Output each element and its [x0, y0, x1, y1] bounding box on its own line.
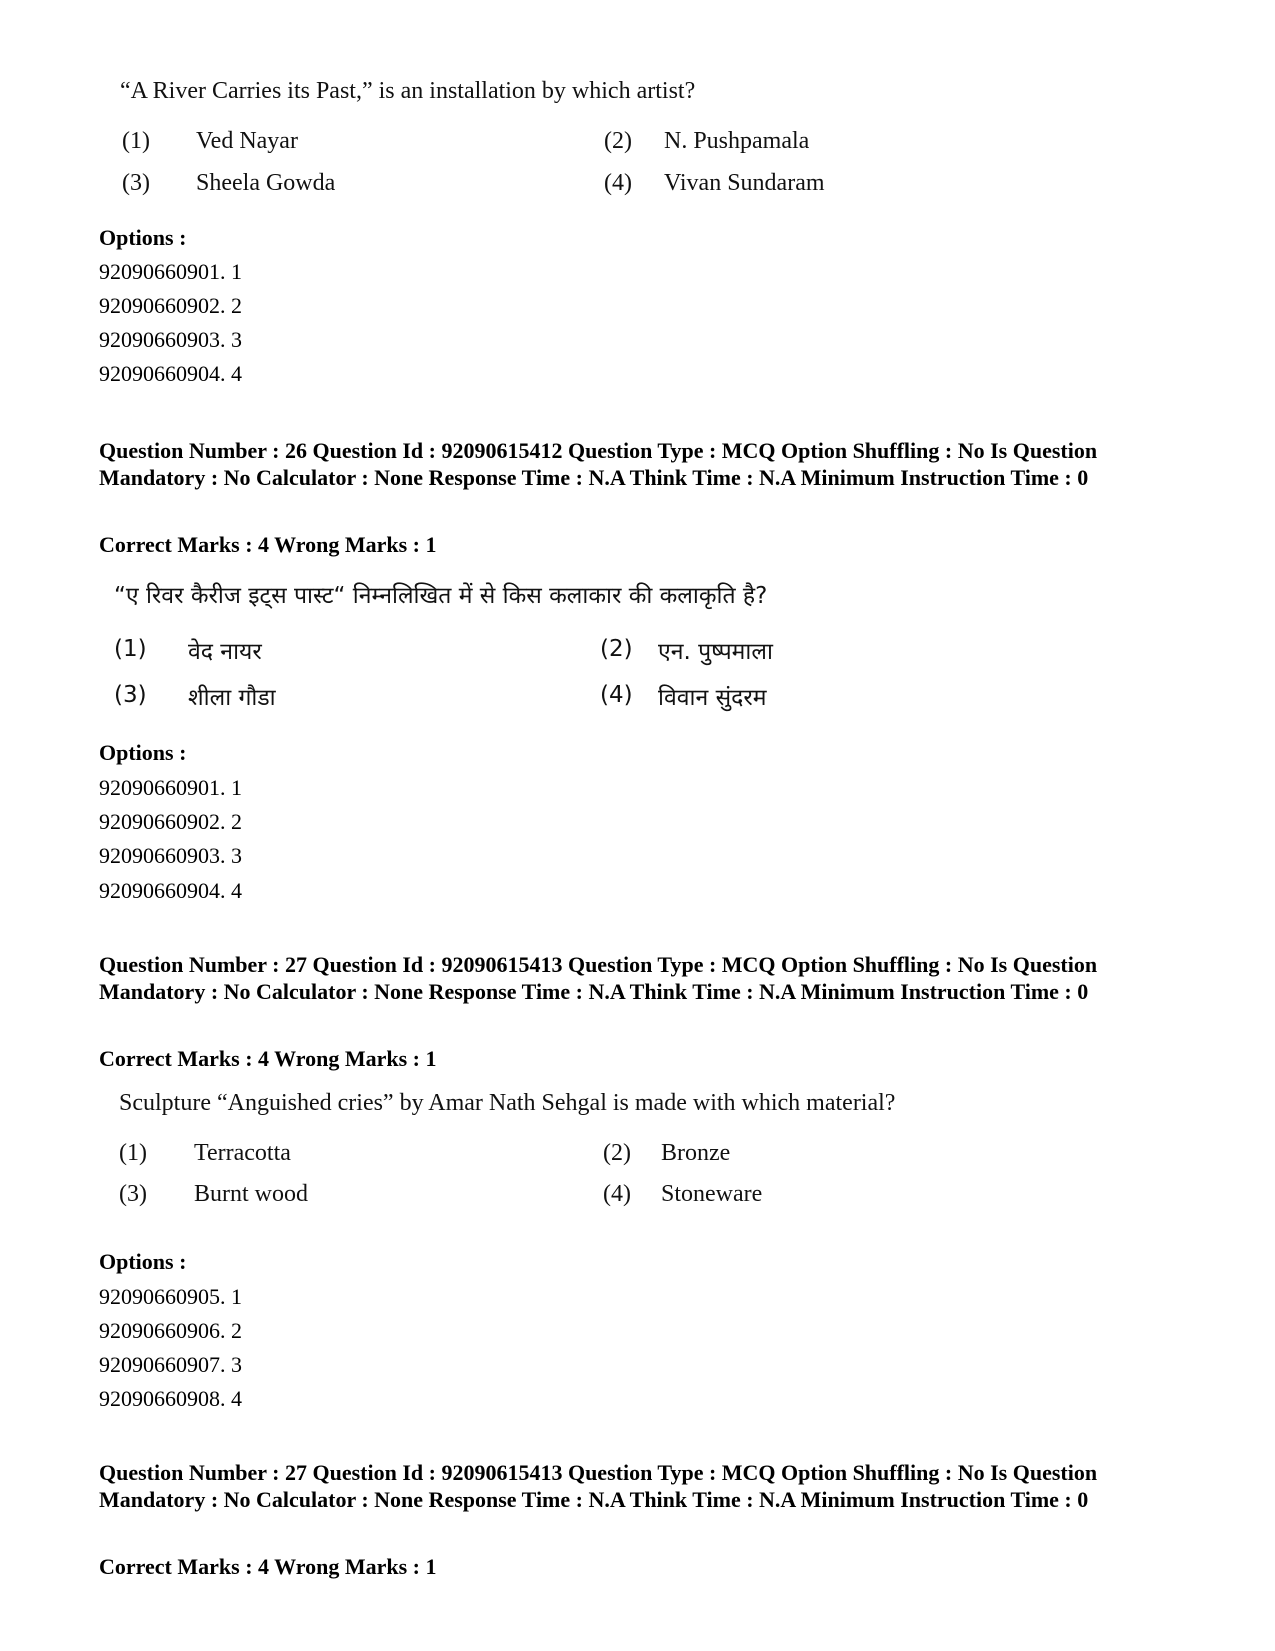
choice-number: (4)	[600, 682, 633, 708]
question-meta: Question Number : 27 Question Id : 92090615413 Question Type : MCQ Option Shuffling : No Is Question Mandatory : No Calculator : None Response Time : N.A Think Time : N.A Minimum Instruction Time : 0	[99, 1460, 1098, 1512]
choice-number: (1)	[119, 1140, 147, 1166]
choice-number: (4)	[603, 1181, 631, 1207]
choice-number: (3)	[122, 170, 150, 196]
option-line: 92090660906. 2	[99, 1318, 242, 1343]
option-line: 92090660903. 3	[99, 843, 242, 868]
choice-number: (2)	[600, 636, 633, 662]
choice-text: N. Pushpamala	[664, 128, 810, 154]
options-label: Options :	[99, 225, 187, 250]
choice-number: (3)	[119, 1181, 147, 1207]
choice-text: Ved Nayar	[196, 128, 298, 154]
question-text: “A River Carries its Past,” is an installation by which artist?	[120, 78, 696, 104]
marks-line: Correct Marks : 4 Wrong Marks : 1	[99, 1046, 437, 1071]
option-line: 92090660901. 1	[99, 775, 242, 800]
choice-number: (3)	[114, 682, 147, 708]
choice-text: वेद नायर	[188, 639, 262, 665]
options-label: Options :	[99, 740, 187, 765]
option-line: 92090660904. 4	[99, 878, 242, 903]
question-meta: Question Number : 26 Question Id : 92090615412 Question Type : MCQ Option Shuffling : No Is Question Mandatory : No Calculator : None Response Time : N.A Think Time : N.A Minimum Instruction Time : 0	[99, 438, 1098, 490]
choice-number: (4)	[604, 170, 632, 196]
choice-text: Sheela Gowda	[196, 170, 336, 196]
choice-text: Vivan Sundaram	[664, 170, 825, 196]
choice-text: शीला गौडा	[188, 685, 276, 711]
option-line: 92090660901. 1	[99, 259, 242, 284]
option-line: 92090660905. 1	[99, 1284, 242, 1309]
choice-text: Terracotta	[194, 1140, 291, 1166]
option-line: 92090660903. 3	[99, 327, 242, 352]
marks-line: Correct Marks : 4 Wrong Marks : 1	[99, 1554, 437, 1579]
option-line: 92090660907. 3	[99, 1352, 242, 1377]
choice-number: (1)	[122, 128, 150, 154]
choice-text: एन. पुष्पमाला	[658, 639, 773, 665]
question-text: “ए रिवर कैरीज इट्स पास्ट“ निम्नलिखित में से किस कलाकार की कलाकृति है?	[114, 583, 768, 609]
question-text: Sculpture “Anguished cries” by Amar Nath Sehgal is made with which material?	[119, 1090, 896, 1116]
choice-text: Bronze	[661, 1140, 731, 1166]
choice-text: विवान सुंदरम	[658, 685, 767, 711]
choice-number: (2)	[603, 1140, 631, 1166]
choice-number: (1)	[114, 636, 147, 662]
choice-number: (2)	[604, 128, 632, 154]
choice-text: Burnt wood	[194, 1181, 308, 1207]
question-meta: Question Number : 27 Question Id : 92090615413 Question Type : MCQ Option Shuffling : No Is Question Mandatory : No Calculator : None Response Time : N.A Think Time : N.A Minimum Instruction Time : 0	[99, 952, 1098, 1004]
options-label: Options :	[99, 1249, 187, 1274]
option-line: 92090660902. 2	[99, 809, 242, 834]
marks-line: Correct Marks : 4 Wrong Marks : 1	[99, 532, 437, 557]
option-line: 92090660904. 4	[99, 361, 242, 386]
option-line: 92090660908. 4	[99, 1386, 242, 1411]
option-line: 92090660902. 2	[99, 293, 242, 318]
choice-text: Stoneware	[661, 1181, 763, 1207]
